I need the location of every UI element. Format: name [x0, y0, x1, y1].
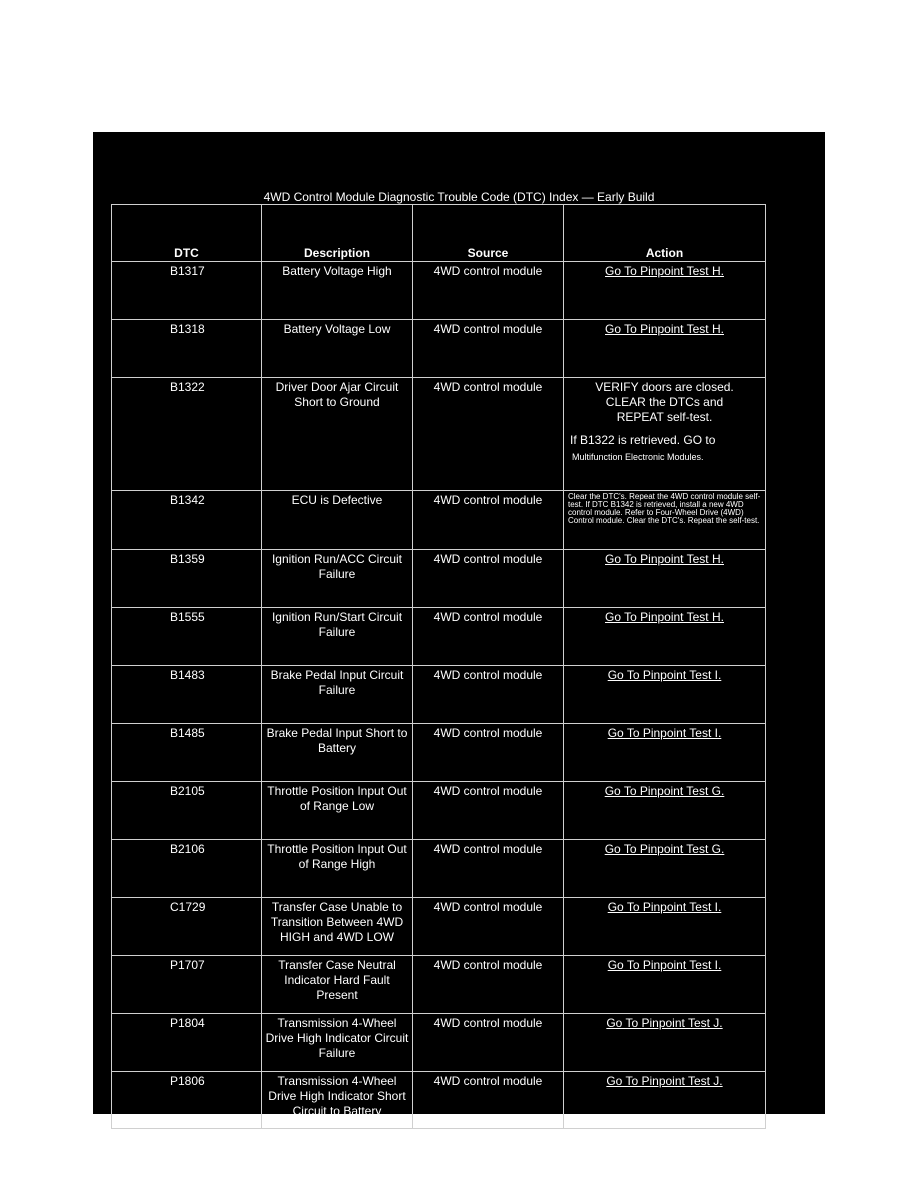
- dtc-description: Battery Voltage Low: [262, 320, 413, 378]
- dtc-source: 4WD control module: [413, 724, 564, 782]
- dtc-description: Battery Voltage High: [262, 262, 413, 320]
- dtc-description: ECU is Defective: [262, 491, 413, 550]
- table-row: [112, 840, 766, 898]
- dtc-index-table: [111, 204, 766, 1129]
- dtc-code: B1359: [112, 550, 262, 608]
- table-row: [112, 1072, 766, 1129]
- dtc-description: Transfer Case Neutral Indicator Hard Fault Present: [262, 956, 413, 1014]
- action-note: Clear the DTC's. Repeat the 4WD control module self-test. If DTC B1342 is retrieved, install a new 4WD control module. Refer to Four-Wheel Drive (4WD) Control module. Clear the DTC's. Repeat the self-test.: [568, 492, 761, 525]
- dtc-action: [564, 1072, 766, 1129]
- pinpoint-test-link[interactable]: Go To Pinpoint Test I.: [607, 726, 722, 740]
- table-row: [112, 378, 766, 491]
- dtc-description: Driver Door Ajar Circuit Short to Ground: [262, 378, 413, 491]
- pinpoint-test-link[interactable]: Go To Pinpoint Test I.: [607, 900, 722, 914]
- dtc-code: B1555: [112, 608, 262, 666]
- dtc-source: 4WD control module: [413, 898, 564, 956]
- pinpoint-test-link[interactable]: Go To Pinpoint Test I.: [607, 668, 722, 682]
- dtc-source: 4WD control module: [413, 1014, 564, 1072]
- action-reference: Multifunction Electronic Modules.: [572, 452, 704, 462]
- table-row: [112, 550, 766, 608]
- dtc-code: B1342: [112, 491, 262, 550]
- dtc-action: [564, 320, 766, 378]
- dtc-description: Transfer Case Unable to Transition Between 4WD HIGH and 4WD LOW: [262, 898, 413, 956]
- dtc-action: [564, 550, 766, 608]
- dtc-source: 4WD control module: [413, 608, 564, 666]
- dtc-code: B2105: [112, 782, 262, 840]
- pinpoint-test-link[interactable]: Go To Pinpoint Test G.: [604, 842, 725, 856]
- dtc-source: 4WD control module: [413, 666, 564, 724]
- dtc-code: B1483: [112, 666, 262, 724]
- table-row: [112, 262, 766, 320]
- dtc-description: Brake Pedal Input Short to Battery: [262, 724, 413, 782]
- dtc-action: [564, 491, 766, 550]
- pinpoint-test-link[interactable]: Go To Pinpoint Test H.: [605, 610, 724, 624]
- dtc-code: B1322: [112, 378, 262, 491]
- dtc-description: Ignition Run/Start Circuit Failure: [262, 608, 413, 666]
- action-line: REPEAT self-test.: [616, 410, 713, 424]
- action-line: If B1322 is retrieved. GO to: [570, 433, 716, 447]
- table-row: [112, 782, 766, 840]
- dtc-action: [564, 608, 766, 666]
- table-row: [112, 956, 766, 1014]
- dtc-code: P1806: [112, 1072, 262, 1129]
- dtc-action: [564, 262, 766, 320]
- dtc-source: 4WD control module: [413, 491, 564, 550]
- table-row: [112, 666, 766, 724]
- dtc-code: C1729: [112, 898, 262, 956]
- dtc-action: [564, 724, 766, 782]
- table-row: [112, 1014, 766, 1072]
- dtc-action: [564, 840, 766, 898]
- dtc-action: [564, 782, 766, 840]
- pinpoint-test-link[interactable]: Go To Pinpoint Test H.: [605, 552, 724, 566]
- dtc-code: P1804: [112, 1014, 262, 1072]
- dtc-source: 4WD control module: [413, 782, 564, 840]
- table-title: 4WD Control Module Diagnostic Trouble Code (DTC) Index — Early Build: [263, 190, 655, 204]
- dtc-source: 4WD control module: [413, 550, 564, 608]
- pinpoint-test-link[interactable]: Go To Pinpoint Test H.: [605, 264, 724, 278]
- dtc-code: B1485: [112, 724, 262, 782]
- column-header-dtc: DTC: [112, 205, 262, 262]
- table-row: [112, 320, 766, 378]
- pinpoint-test-link[interactable]: Go To Pinpoint Test J.: [606, 1074, 723, 1088]
- pinpoint-test-link[interactable]: Go To Pinpoint Test J.: [606, 1016, 723, 1030]
- pinpoint-test-link[interactable]: Go To Pinpoint Test I.: [607, 958, 722, 972]
- dtc-source: 4WD control module: [413, 956, 564, 1014]
- table-header-row: [112, 205, 766, 262]
- dtc-description: Ignition Run/ACC Circuit Failure: [262, 550, 413, 608]
- pinpoint-test-link[interactable]: Go To Pinpoint Test H.: [605, 322, 724, 336]
- dtc-source: 4WD control module: [413, 320, 564, 378]
- dtc-description: Throttle Position Input Out of Range Low: [262, 782, 413, 840]
- table-row: [112, 608, 766, 666]
- dtc-action: [564, 378, 766, 491]
- dtc-description: Throttle Position Input Out of Range High: [262, 840, 413, 898]
- dtc-code: P1707: [112, 956, 262, 1014]
- dtc-action: [564, 666, 766, 724]
- column-header-description: Description: [262, 205, 413, 262]
- column-header-source: Source: [413, 205, 564, 262]
- column-header-action: Action: [564, 205, 766, 262]
- dtc-action: [564, 898, 766, 956]
- table-row: [112, 898, 766, 956]
- dtc-code: B1317: [112, 262, 262, 320]
- pinpoint-test-link[interactable]: Go To Pinpoint Test G.: [604, 784, 725, 798]
- dtc-source: 4WD control module: [413, 1072, 564, 1129]
- dtc-source: 4WD control module: [413, 840, 564, 898]
- dtc-code: B2106: [112, 840, 262, 898]
- dtc-source: 4WD control module: [413, 378, 564, 491]
- dtc-description: Transmission 4-Wheel Drive High Indicator Short Circuit to Battery: [262, 1072, 413, 1129]
- dtc-action: [564, 956, 766, 1014]
- action-line: CLEAR the DTCs and: [605, 395, 724, 409]
- action-line: VERIFY doors are closed.: [595, 380, 734, 394]
- dtc-description: Transmission 4-Wheel Drive High Indicator Circuit Failure: [262, 1014, 413, 1072]
- dtc-source: 4WD control module: [413, 262, 564, 320]
- table-row: [112, 724, 766, 782]
- dtc-code: B1318: [112, 320, 262, 378]
- table-row: [112, 491, 766, 550]
- dtc-action: [564, 1014, 766, 1072]
- dtc-description: Brake Pedal Input Circuit Failure: [262, 666, 413, 724]
